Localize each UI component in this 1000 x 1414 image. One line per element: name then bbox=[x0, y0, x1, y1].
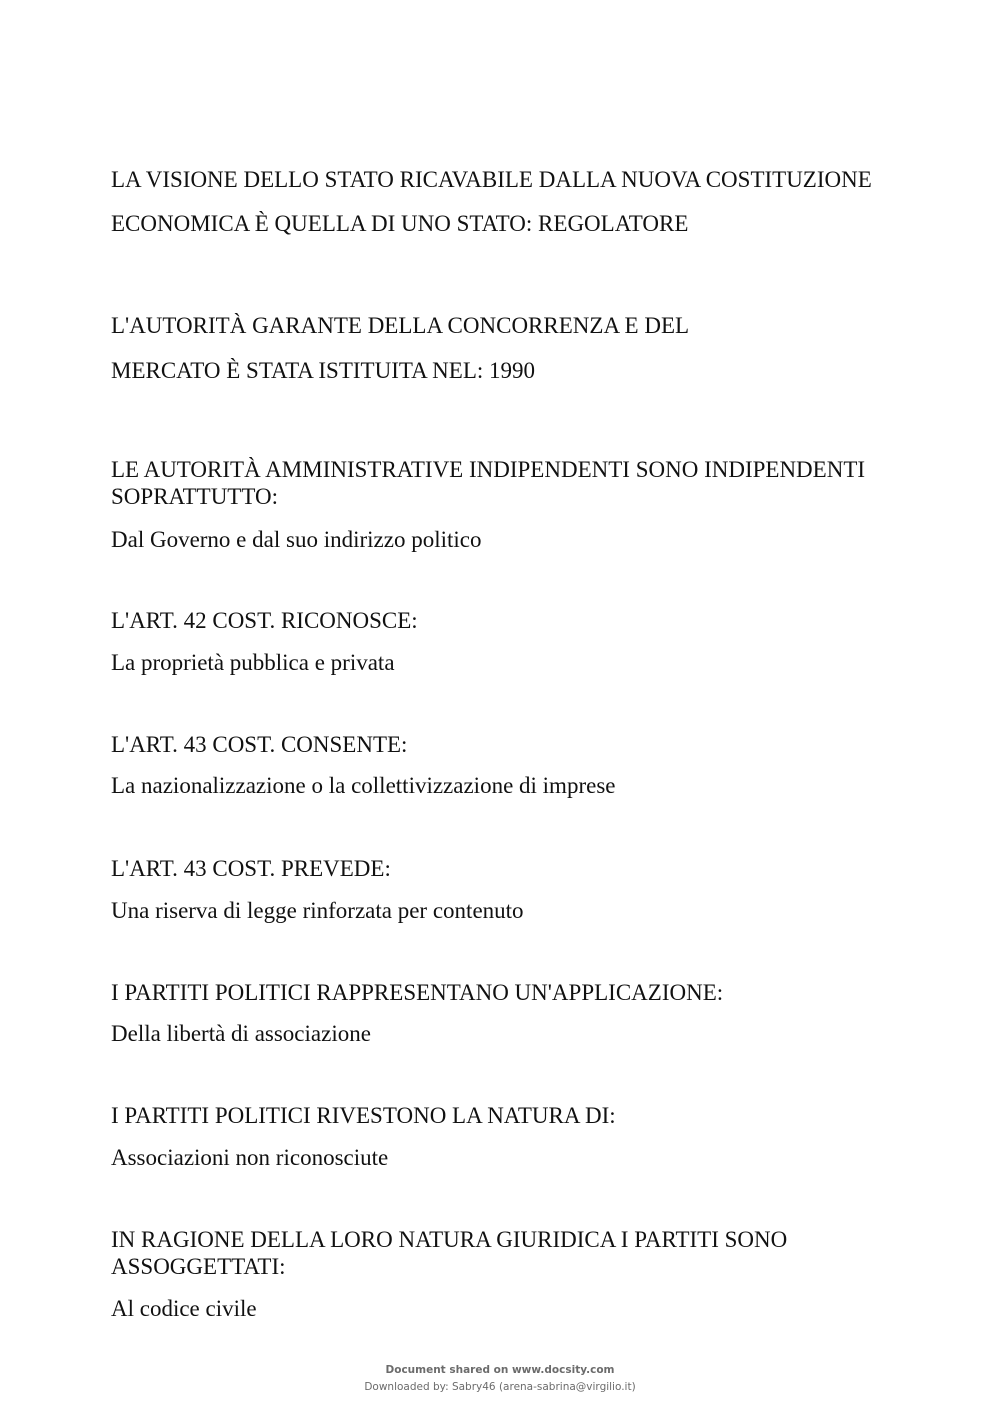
answer-5: La nazionalizzazione o la collettivizzazione di imprese bbox=[111, 773, 616, 798]
answer-8: Associazioni non riconosciute bbox=[111, 1145, 389, 1170]
answer-9: Al codice civile bbox=[111, 1296, 257, 1321]
question-8: I PARTITI POLITICI RIVESTONO LA NATURA DI: bbox=[111, 1103, 616, 1128]
question-9-line-2: ASSOGGETTATI: bbox=[111, 1254, 286, 1279]
question-6: L'ART. 43 COST. PREVEDE: bbox=[111, 856, 391, 881]
question-9-line-1: IN RAGIONE DELLA LORO NATURA GIURIDICA I PARTITI SONO bbox=[111, 1227, 788, 1252]
intro-line-1: LA VISIONE DELLO STATO RICAVABILE DALLA NUOVA COSTITUZIONE bbox=[111, 167, 872, 192]
question-4: L'ART. 42 COST. RICONOSCE: bbox=[111, 608, 418, 633]
intro-line-2: ECONOMICA È QUELLA DI UNO STATO: REGOLATORE bbox=[111, 211, 689, 236]
answer-4: La proprietà pubblica e privata bbox=[111, 650, 395, 675]
answer-7: Della libertà di associazione bbox=[111, 1021, 371, 1046]
footer-downloaded-by: Downloaded by: Sabry46 (arena-sabrina@virgilio.it) bbox=[364, 1381, 636, 1393]
answer-6: Una riserva di legge rinforzata per contenuto bbox=[111, 898, 524, 923]
authority-line-2: MERCATO È STATA ISTITUITA NEL: 1990 bbox=[111, 358, 536, 383]
footer-shared-link[interactable]: Document shared on www.docsity.com bbox=[385, 1364, 615, 1376]
question-3-line-2: SOPRATTUTTO: bbox=[111, 484, 278, 509]
question-3-line-1: LE AUTORITÀ AMMINISTRATIVE INDIPENDENTI SONO INDIPENDENTI bbox=[111, 457, 866, 482]
authority-line-1: L'AUTORITÀ GARANTE DELLA CONCORRENZA E DEL bbox=[111, 313, 690, 338]
question-5: L'ART. 43 COST. CONSENTE: bbox=[111, 732, 408, 757]
question-7: I PARTITI POLITICI RAPPRESENTANO UN'APPLICAZIONE: bbox=[111, 980, 724, 1005]
answer-3: Dal Governo e dal suo indirizzo politico bbox=[111, 527, 482, 552]
